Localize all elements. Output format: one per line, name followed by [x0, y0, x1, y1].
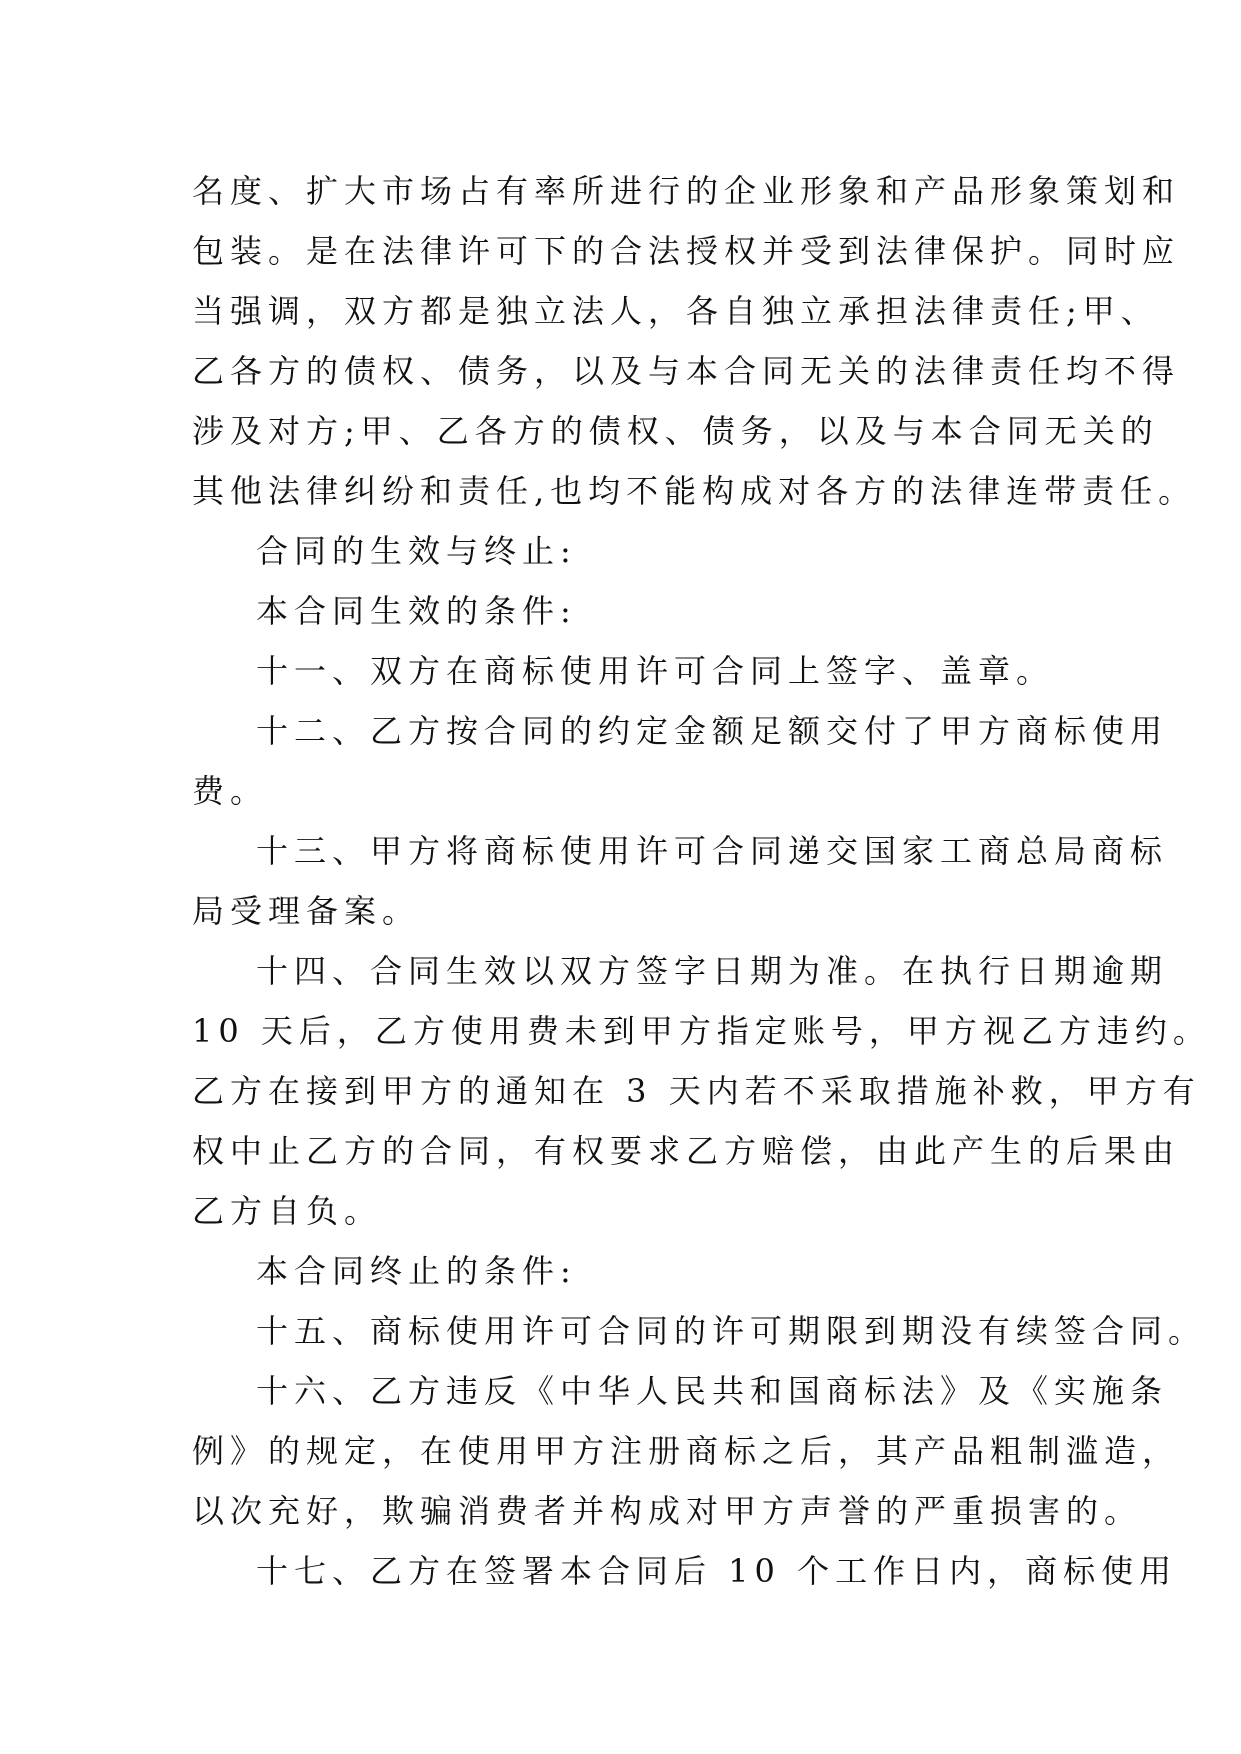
- clause-12: 十二、乙方按合同的约定金额足额交付了甲方商标使用: [256, 712, 1169, 750]
- subheading-effect-conditions: 本合同生效的条件:: [256, 592, 577, 630]
- clause-16-line-2: 例》的规定，在使用甲方注册商标之后，其产品粗制滥造，: [192, 1432, 1181, 1470]
- text-line-5: 涉及对方;甲、乙各方的债权、债务，以及与本合同无关的: [192, 412, 1159, 450]
- clause-14-line-5: 乙方自负。: [192, 1192, 383, 1230]
- subheading-termination-conditions: 本合同终止的条件:: [256, 1252, 577, 1290]
- section-heading-effect-termination: 合同的生效与终止:: [256, 532, 577, 570]
- document-body: [192, 161, 1211, 1601]
- clause-12-continued: 费。: [192, 772, 269, 810]
- clause-13: 十三、甲方将商标使用许可合同递交国家工商总局商标: [256, 832, 1169, 870]
- clause-11: 十一、双方在商标使用许可合同上签字、盖章。: [256, 652, 1055, 690]
- clause-14-line-2: 10 天后，乙方使用费未到甲方指定账号，甲方视乙方违约。: [192, 1012, 1211, 1050]
- clause-16: 十六、乙方违反《中华人民共和国商标法》及《实施条: [256, 1372, 1169, 1410]
- text-line-1: 名度、扩大市场占有率所进行的企业形象和产品形象策划和: [192, 172, 1181, 210]
- text-line-4: 乙各方的债权、债务，以及与本合同无关的法律责任均不得: [192, 352, 1181, 390]
- clause-16-line-3: 以次充好，欺骗消费者并构成对甲方声誉的严重损害的。: [192, 1492, 1143, 1530]
- clause-17: 十七、乙方在签署本合同后 10 个工作日内，商标使用: [256, 1552, 1178, 1590]
- clause-14-line-3: 乙方在接到甲方的通知在 3 天内若不采取措施补救，甲方有: [192, 1072, 1201, 1110]
- text-line-3: 当强调，双方都是独立法人，各自独立承担法律责任;甲、: [192, 292, 1159, 330]
- clause-14-line-4: 权中止乙方的合同，有权要求乙方赔偿，由此产生的后果由: [192, 1132, 1181, 1170]
- clause-14: 十四、合同生效以双方签字日期为准。在执行日期逾期: [256, 952, 1169, 990]
- text-line-2: 包装。是在法律许可下的合法授权并受到法律保护。同时应: [192, 232, 1181, 270]
- text-line-6: 其他法律纠纷和责任,也均不能构成对各方的法律连带责任。: [192, 472, 1197, 510]
- clause-15: 十五、商标使用许可合同的许可期限到期没有续签合同。: [256, 1312, 1207, 1350]
- clause-13-continued: 局受理备案。: [192, 892, 421, 930]
